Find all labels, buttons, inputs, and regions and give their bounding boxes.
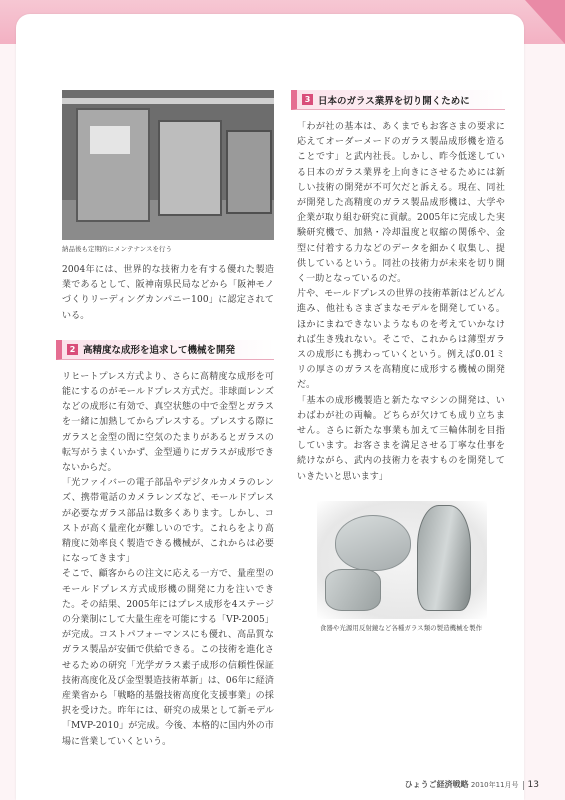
- page-number: 13: [527, 780, 539, 790]
- section2-title: 高精度な成形を追求して機械を開発: [83, 345, 236, 357]
- section3-heading: [291, 90, 505, 110]
- glassware-photo: [317, 501, 487, 619]
- photo2-caption: 食器や光源用反射鏡など各種ガラス類の製造機械を製作: [319, 623, 483, 632]
- photo1-caption: 納品後も定期的にメンテナンスを行う: [62, 245, 172, 253]
- page-footer: [405, 779, 539, 790]
- right-column: [297, 90, 505, 642]
- section2-number: 2: [67, 344, 78, 355]
- section2-paragraph-2: 「光ファイバーの電子部品やデジタルカメラのレンズ、携帯電話のカメラレンズなど、モールドプレスが必要なガラス部品は数多くあります。しかし、コストが高く量産化が難しいのです。これらをより高精度に効率良く製造できる機械が、これからは必要になってきます」: [62, 478, 274, 565]
- section3-paragraph-1: 「わが社の基本は、あくまでもお客さまの要求に応えてオーダーメードのガラス製品成形機を造ることです」と武内社長。しかし、昨今低迷している日本のガラス業界を上向きにさせるためには新しい技術の開発が不可欠だと訴える。現在、同社が開発した高精度のガラス製品成形機は、大学や企業が取り組む研究に貢献。2005年に完成した実験研究機で、加熱・冷却温度と収縮の関係や、金型に付着する力などのデータを細かく収集し、提供しているという。同社の技術力が未来を切り開く一助となっているのだ。: [297, 122, 505, 285]
- section2-paragraph-1: リヒートプレス方式より、さらに高精度な成形を可能にするのがモールドプレス方式だ。非球面レンズなどの成形に有効で、真空状態の中で金型とガラスを一緒に加熱してからプレスする。プレスする際にガラスと金型の間に空気のたまりがあるとガラスの転写がうまくいかず、金型通りにガラスが成形できないからだ。: [62, 371, 274, 474]
- section3-title: 日本のガラス業界を切り開くために: [318, 95, 470, 107]
- section3-number: 3: [302, 94, 313, 105]
- page-corner-fold: [525, 0, 565, 44]
- factory-machines-photo: [62, 90, 274, 240]
- magazine-title: ひょうご経済戦略: [404, 780, 469, 789]
- section2-paragraph-3: そこで、顧客からの注文に応える一方で、量産型のモールドプレス方式成形機の開発に力を注いできた。その結果、2005年にはプレス成形を4ステージの分業制にして大量生産を可能にする「VP-2005」が完成。コストパフォーマンスにも優れ、高品質なガラス製品が安価で供給できる。この技術を進化させるための研究「光学ガラス素子成形の信頼性保証技術高度化及び金型製造技術革新」は、06年に経済産業省から「戦略的基盤技術高度化支援事業」の採択を受けた。昨年には、研究の成果として新モデル「MVP-2010」が完成。今後、本格的に国内外の市場に営業していくという。: [62, 569, 274, 747]
- section2-heading: [56, 340, 274, 360]
- left-column: [62, 90, 274, 750]
- section3-paragraph-3: 「基本の成形機製造と新たなマシンの開発は、いわばわが社の両輪。どちらが欠けても成り立ちません。さらに新たな事業も加えて三輪体制を目指しています。お客さまを満足させる丁寧な仕事を続けながら、武内の技術力を表すものを開発していきたいと思います」: [297, 395, 505, 482]
- issue-label: 2010年11月号: [470, 781, 519, 789]
- section3-paragraph-2: 片や、モールドプレスの世界の技術革新はどんどん進み、他社もさまざまなモデルを開発している。ほかにまねできないようなものを考えていかなければ生き残れない。そこで、これからは薄型ガラスの成形にも携わっていくという。例えば0.01ミリの厚さのガラスを高精度に成形する機械の開発だ。: [297, 289, 505, 391]
- intro-paragraph: 2004年には、世界的な技術力を有する優れた製造業であるとして、阪神南県民局などから「阪神モノづくりリーディングカンパニー100」に認定されている。: [62, 265, 274, 321]
- footer-divider: [523, 781, 524, 790]
